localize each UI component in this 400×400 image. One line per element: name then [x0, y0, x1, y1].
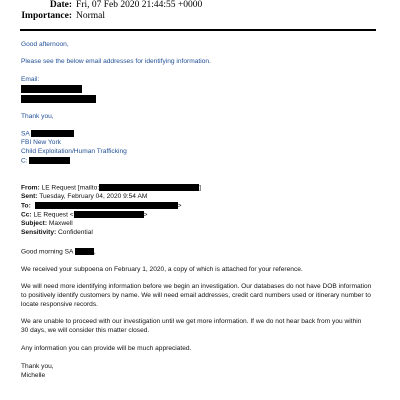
original-greeting	[21, 248, 96, 256]
redacted-email-1	[21, 85, 82, 93]
cc-value-post: >	[143, 211, 148, 219]
from-value-pre: LE Request [mailto:	[41, 184, 100, 192]
sig-name-row	[21, 130, 74, 138]
date-label: Date:	[49, 0, 72, 10]
importance-row	[20, 11, 105, 22]
sensitivity-row	[21, 229, 93, 237]
cc-row	[21, 211, 147, 219]
original-greeting-post: ,	[93, 248, 96, 256]
paragraph-4: Any information you can provide will be much appreciated.	[21, 345, 192, 352]
importance-value: Normal	[76, 11, 106, 21]
paragraph-3-line-1: We are unable to proceed with our investigation until we get more information. If we do not hear back from you within	[21, 318, 362, 325]
redacted-cell	[29, 157, 70, 164]
original-greeting-pre: Good morning SA	[21, 248, 74, 256]
subject-value: Maxwell	[48, 220, 73, 227]
sig-unit: Child Exploitation/Human Trafficking	[21, 148, 127, 155]
sent-row	[21, 193, 147, 201]
to-value-post: >	[177, 202, 182, 210]
date-value: Fri, 07 Feb 2020 21:44:55 +0000	[76, 0, 203, 10]
closing: Thank you,	[21, 363, 54, 370]
redacted-to	[35, 202, 178, 209]
redacted-email-2	[21, 95, 96, 103]
redacted-greeting-name	[75, 248, 94, 255]
sig-cell-row	[21, 157, 70, 165]
from-value-post: ]	[199, 184, 201, 192]
sig-office: FBI New York	[21, 139, 61, 146]
sig-prefix: SA	[21, 130, 30, 138]
paragraph-2-line-2: to positively identify customers by name. We will need email addresses, credit card numbers used or itinerary number to	[21, 292, 371, 299]
reply-thanks: Thank you,	[21, 113, 54, 120]
subject-label: Subject:	[21, 220, 48, 227]
reply-body: Please see the below email addresses for identifying information.	[21, 58, 211, 65]
sent-value: Tuesday, February 04, 2020 9:54 AM	[39, 193, 148, 200]
paragraph-2-line-3: locate responsive records.	[21, 301, 98, 308]
paragraph-1: We received your subpoena on February 1, 2020, a copy of which is attached for your reference.	[21, 266, 303, 273]
from-label: From:	[21, 184, 40, 192]
paragraph-2-line-1: We will need more identifying information before we begin an investigation. Our databases do not have DOB information	[21, 283, 372, 290]
header-divider	[20, 29, 376, 31]
cc-label: Cc:	[21, 211, 32, 219]
redacted-cc-email	[74, 211, 144, 218]
reply-greeting: Good afternoon,	[21, 41, 69, 48]
to-label: To:	[21, 202, 31, 210]
importance-label: Importance:	[21, 11, 72, 21]
redacted-agent-name	[31, 130, 74, 137]
sent-label: Sent:	[21, 193, 38, 200]
signature: Michelle	[21, 372, 46, 379]
from-row	[21, 184, 201, 192]
paragraph-3-line-2: 30 days, we will consider this matter closed.	[21, 327, 150, 334]
sensitivity-value: Confidential	[58, 229, 93, 236]
to-row	[21, 202, 181, 210]
redacted-from-email	[99, 184, 199, 191]
cc-value-pre: LE Request <	[33, 211, 74, 219]
date-row	[20, 0, 202, 11]
sig-cell-label: C:	[21, 157, 28, 165]
reply-email-label: Email:	[21, 76, 40, 83]
sensitivity-label: Sensitivity:	[21, 229, 57, 236]
subject-row	[21, 220, 73, 228]
